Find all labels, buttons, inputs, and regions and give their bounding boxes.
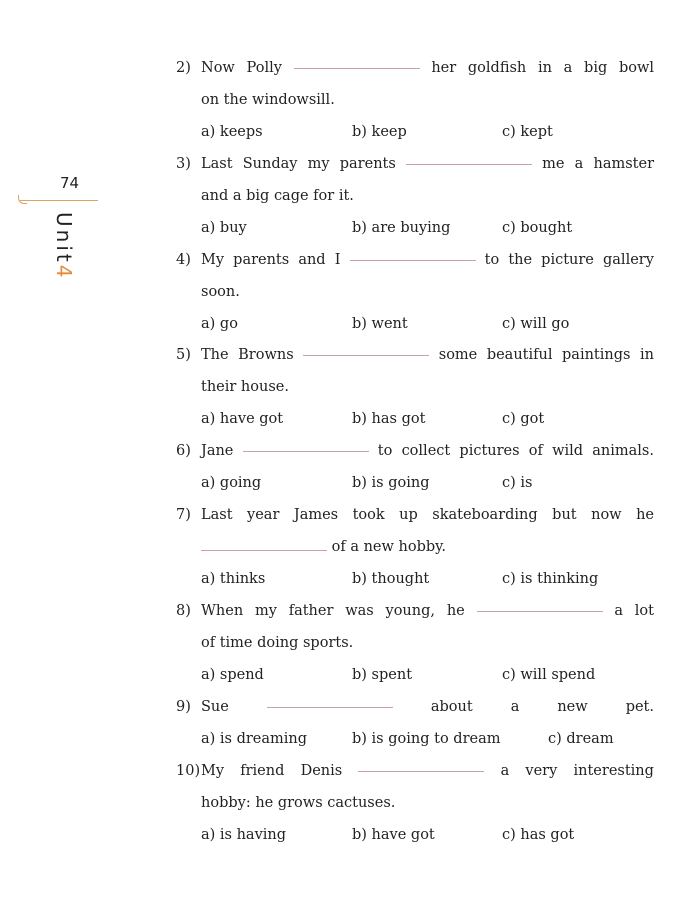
question-line bbox=[176, 154, 654, 174]
question-line-continued: and a big cage for it. bbox=[201, 188, 354, 204]
answer-option[interactable]: c) kept bbox=[502, 124, 553, 140]
question-word: 10)My bbox=[176, 763, 225, 779]
question-word: took bbox=[352, 507, 385, 523]
question-word: 2) Now bbox=[176, 60, 235, 76]
answer-option[interactable]: a) spend bbox=[201, 667, 264, 683]
question-word: 3) Last bbox=[176, 156, 233, 172]
question-number: 10) bbox=[176, 763, 201, 779]
question-word: skateboarding bbox=[432, 507, 538, 523]
question-word: 4) My bbox=[176, 252, 225, 268]
question-line-continued: hobby: he grows cactuses. bbox=[201, 795, 396, 811]
answer-option[interactable]: a) keeps bbox=[201, 124, 263, 140]
answer-option[interactable]: b) thought bbox=[352, 571, 430, 587]
question-word: friend bbox=[240, 763, 285, 779]
answer-option[interactable]: b) has got bbox=[352, 411, 426, 427]
answer-option[interactable]: c) dream bbox=[548, 731, 614, 747]
question-word: my bbox=[254, 603, 277, 619]
answer-option[interactable]: a) thinks bbox=[201, 571, 266, 587]
answer-option[interactable]: a) go bbox=[201, 316, 238, 332]
page-number: 74 bbox=[60, 174, 80, 192]
side-rule-curl bbox=[18, 195, 27, 204]
question-line bbox=[176, 345, 654, 365]
question-word: bowl bbox=[618, 60, 654, 76]
question-word: pictures bbox=[459, 443, 520, 459]
answer-blank[interactable] bbox=[267, 697, 393, 708]
question-word: but bbox=[552, 507, 577, 523]
question-word: 9) Sue bbox=[176, 699, 229, 715]
answer-option[interactable]: b) keep bbox=[352, 124, 407, 140]
question-word: her bbox=[431, 60, 457, 76]
question-word: 6) Jane bbox=[176, 443, 234, 459]
question-word: some bbox=[438, 347, 478, 363]
question-word: he bbox=[636, 507, 654, 523]
question-word: Polly bbox=[246, 60, 282, 76]
question-word: in bbox=[640, 347, 654, 363]
question-line-continued: their house. bbox=[201, 379, 289, 395]
unit-word: Unit bbox=[52, 212, 76, 265]
answer-option[interactable]: b) spent bbox=[352, 667, 413, 683]
question-word: the bbox=[508, 252, 533, 268]
question-word: about bbox=[430, 699, 473, 715]
question-line bbox=[176, 58, 654, 78]
question-line-continued: of time doing sports. bbox=[201, 635, 354, 651]
question-line bbox=[176, 505, 654, 525]
question-word: goldfish bbox=[467, 60, 527, 76]
answer-option[interactable]: a) buy bbox=[201, 220, 247, 236]
question-word: Browns bbox=[238, 347, 294, 363]
question-word: James bbox=[293, 507, 339, 523]
question-word: 5) The bbox=[176, 347, 229, 363]
question-word: father bbox=[288, 603, 334, 619]
question-word: paintings bbox=[562, 347, 631, 363]
answer-option[interactable]: c) has got bbox=[502, 827, 575, 843]
answer-blank[interactable] bbox=[303, 345, 429, 356]
question-number: 6) bbox=[176, 443, 191, 459]
question-word: very bbox=[525, 763, 558, 779]
question-word: and bbox=[298, 252, 326, 268]
question-word: me bbox=[542, 156, 565, 172]
question-word: he bbox=[446, 603, 465, 619]
question-word: I bbox=[334, 252, 341, 268]
question-word: of bbox=[528, 443, 543, 459]
unit-label bbox=[52, 212, 76, 280]
answer-option[interactable]: c) is thinking bbox=[502, 571, 599, 587]
question-word: interesting bbox=[573, 763, 654, 779]
question-word: parents bbox=[233, 252, 290, 268]
question-number: 2) bbox=[176, 60, 191, 76]
question-word: a bbox=[614, 603, 623, 619]
answer-blank[interactable] bbox=[406, 154, 532, 165]
answer-option[interactable]: c) will spend bbox=[502, 667, 596, 683]
side-rule bbox=[20, 200, 98, 201]
question-line bbox=[176, 250, 654, 270]
question-word: collect bbox=[401, 443, 451, 459]
question-word: now bbox=[591, 507, 622, 523]
question-word: beautiful bbox=[486, 347, 553, 363]
question-number: 7) bbox=[176, 507, 191, 523]
question-number: 5) bbox=[176, 347, 191, 363]
answer-option[interactable]: b) is going bbox=[352, 475, 430, 491]
question-word: in bbox=[537, 60, 552, 76]
answer-blank[interactable] bbox=[294, 58, 420, 69]
answer-option[interactable]: c) is bbox=[502, 475, 533, 491]
answer-option[interactable]: a) have got bbox=[201, 411, 284, 427]
question-line-continued: on the windowsill. bbox=[201, 92, 335, 108]
answer-blank[interactable] bbox=[350, 250, 476, 261]
question-line-continued: soon. bbox=[201, 284, 240, 300]
answer-option[interactable]: a) going bbox=[201, 475, 262, 491]
question-line bbox=[176, 761, 654, 781]
answer-option[interactable]: b) is going to dream bbox=[352, 731, 501, 747]
answer-blank[interactable] bbox=[243, 441, 369, 452]
answer-option[interactable]: a) is having bbox=[201, 827, 287, 843]
question-word: year bbox=[247, 507, 280, 523]
unit-number: 4 bbox=[52, 264, 76, 281]
question-word: pet. bbox=[625, 699, 654, 715]
question-word: 8) When bbox=[176, 603, 244, 619]
answer-blank[interactable] bbox=[201, 540, 327, 551]
question-word: hamster bbox=[593, 156, 654, 172]
answer-option[interactable]: b) have got bbox=[352, 827, 435, 843]
question-number: 4) bbox=[176, 252, 191, 268]
question-word: parents bbox=[339, 156, 396, 172]
question-word: big bbox=[584, 60, 608, 76]
question-word: was bbox=[345, 603, 374, 619]
question-word: young, bbox=[385, 603, 436, 619]
question-number: 8) bbox=[176, 603, 191, 619]
question-word: lot bbox=[634, 603, 654, 619]
answer-option[interactable]: b) went bbox=[352, 316, 408, 332]
answer-blank[interactable] bbox=[477, 601, 603, 612]
answer-option[interactable]: c) bought bbox=[502, 220, 573, 236]
question-word: new bbox=[557, 699, 588, 715]
answer-option[interactable]: b) are buying bbox=[352, 220, 451, 236]
question-word: animals. bbox=[592, 443, 654, 459]
question-word: a bbox=[574, 156, 584, 172]
question-word: a bbox=[500, 763, 510, 779]
question-number: 3) bbox=[176, 156, 191, 172]
answer-option[interactable]: a) is dreaming bbox=[201, 731, 308, 747]
question-number: 9) bbox=[176, 699, 191, 715]
question-word: 7) Last bbox=[176, 507, 233, 523]
question-word: wild bbox=[552, 443, 584, 459]
answer-option[interactable]: c) will go bbox=[502, 316, 570, 332]
question-word: Denis bbox=[300, 763, 343, 779]
question-word: a bbox=[563, 60, 573, 76]
answer-option[interactable]: c) got bbox=[502, 411, 545, 427]
question-word: to bbox=[484, 252, 500, 268]
question-line bbox=[176, 601, 654, 621]
question-line bbox=[176, 697, 654, 717]
answer-blank[interactable] bbox=[358, 761, 484, 772]
question-line bbox=[176, 441, 654, 461]
question-word: gallery bbox=[603, 252, 654, 268]
question-word: to bbox=[377, 443, 393, 459]
question-line-continued: of a new hobby. bbox=[201, 537, 654, 557]
question-word: up bbox=[399, 507, 418, 523]
question-word: my bbox=[307, 156, 330, 172]
question-word: picture bbox=[541, 252, 594, 268]
question-word: Sunday bbox=[242, 156, 298, 172]
question-word: a bbox=[510, 699, 520, 715]
